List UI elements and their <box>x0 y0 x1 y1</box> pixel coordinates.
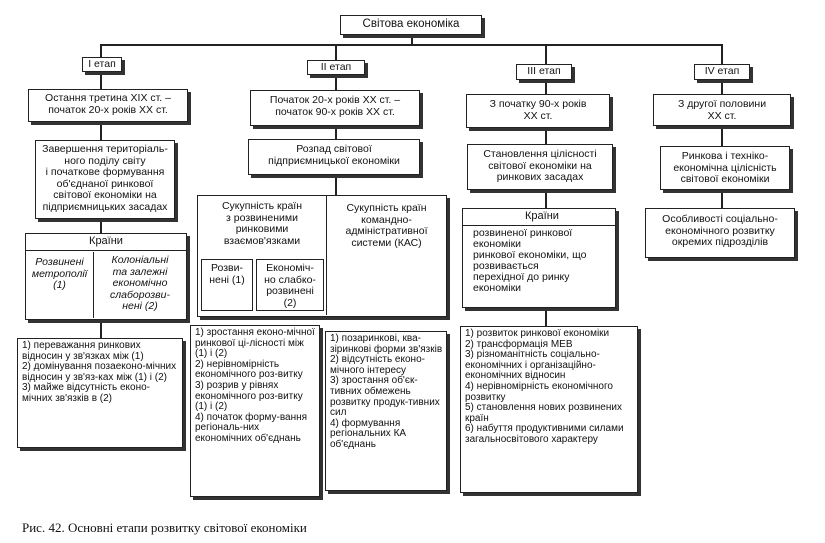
stage-2-groups-box <box>197 195 447 317</box>
stage-1-country-b-text: Колоніальні та залежні економічно слаборозви- нені (2) <box>109 254 171 312</box>
connector <box>545 80 547 94</box>
stage-3-feature: 2) трансформація МЕВ <box>465 338 573 350</box>
stage-4-feature: Особливості соціально- економічного розвитку окремих підрозділів <box>662 213 778 248</box>
stage-3-label: ІІІ етап <box>527 65 561 77</box>
stage-3-period-box <box>466 94 610 128</box>
stage-2-process-box <box>248 139 420 175</box>
stage-3-label-box <box>516 64 572 80</box>
stage-2-feature-b: 1) позаринкові, ква-зіринкові форми зв'язків <box>330 333 443 355</box>
connector <box>721 126 723 146</box>
stage-2-feature-b: 4) формування регіональних КА об'єднань <box>330 417 407 450</box>
connector <box>100 219 102 234</box>
stage-1-features-box <box>17 338 183 448</box>
connector <box>335 175 337 195</box>
connector <box>721 190 723 208</box>
stage-4-feature-box <box>645 208 795 258</box>
root-box <box>340 15 482 35</box>
stage-1-period: Остання третина ХІХ ст. – початок 20-х років ХХ ст. <box>45 92 171 116</box>
stage-3-feature: 5) становлення нових розвинених країн <box>465 402 622 424</box>
stage-1-feature: 2) домінування позаеконо-мічних відносин у зв'яз-ках між (1) і (2) <box>22 361 177 383</box>
connector <box>335 75 337 90</box>
stage-1-label: І етап <box>88 58 116 70</box>
connector <box>545 308 547 326</box>
stage-2-group-a-sub2-text: Економіч- но слабко- розвинені (2) <box>264 262 316 309</box>
connector <box>100 320 102 338</box>
stage-1-countries-box <box>25 233 187 320</box>
figure-caption: Рис. 42. Основні етапи розвитку світової економіки <box>22 520 307 535</box>
stage-2-group-a-sub1-text: Розви- нені (1) <box>209 262 245 286</box>
stage-2-feature-b: 2) відсутність еконо-мічного інтересу <box>330 354 425 376</box>
stage-1-country-b <box>95 252 185 318</box>
stage-3-features-box <box>460 326 638 493</box>
stage-1-process: Завершення територіаль- ного поділу світу і початкове формування об'єднаної ринкової світової економіки на підприємницьких засадах <box>42 143 168 213</box>
stage-4-process-box <box>660 146 790 190</box>
connector <box>335 126 337 139</box>
root-label: Світова економіка <box>362 18 460 30</box>
connector <box>545 44 547 64</box>
stage-2-feature-a: 1) зростання еконо-мічної ринкової ці-лісності між (1) і (2) <box>195 327 315 360</box>
stage-1-country-a <box>26 252 94 318</box>
stage-2-group-a <box>198 196 327 315</box>
stage-1-feature: 3) майже відсутність еконо-мічних зв'язків в (2) <box>22 382 151 404</box>
connector <box>545 128 547 144</box>
stage-1-label-box <box>82 57 122 72</box>
stage-2-feature-a: 2) нерівномірність економічного роз-витку <box>195 358 303 381</box>
connector <box>100 122 102 140</box>
connector <box>100 71 102 89</box>
stage-3-feature: 4) нерівномірність економічного розвитку <box>465 380 613 403</box>
stage-2-group-b-text: Сукупність країн командно- адміністративної системи (КАС) <box>345 202 428 249</box>
stage-2-process: Розпад світової підприємницької економіки <box>268 143 400 167</box>
stage-2-features-b-box <box>325 331 447 491</box>
stage-2-features-a-box <box>190 325 320 497</box>
stage-1-process-box <box>35 140 175 219</box>
stage-4-process: Ринкова і техніко- економічна цілісність світової економіки <box>673 150 777 185</box>
connector <box>335 44 337 60</box>
stage-2-feature-b: 3) зростання об'єк-тивних обмежень розвитку продук-тивних сил <box>330 375 440 419</box>
connector <box>721 44 723 64</box>
stage-2-group-b <box>328 196 445 315</box>
stage-4-label-box <box>694 64 750 80</box>
connector <box>100 44 102 58</box>
stage-4-label: IV етап <box>704 65 740 77</box>
stage-3-process-box <box>467 144 613 190</box>
stage-1-countries-header: Країни <box>26 234 186 251</box>
stage-4-period-box <box>653 94 791 126</box>
stage-3-process: Становлення цілісності світової економіки на ринкових засадах <box>483 148 597 183</box>
connector <box>100 44 722 46</box>
stage-2-group-a-text: Сукупність країн з розвиненими ринковими взаємов'язками <box>221 200 303 247</box>
stage-2-feature-a: 4) початок форму-вання регіональ-них економічних об'єднань <box>195 411 308 444</box>
stage-2-feature-a: 3) розрив у рівнях економічного роз-витку (1) і (2) <box>195 379 303 413</box>
stage-1-feature: 1) переважання ринкових відносин у зв'язках між (1) <box>22 340 144 362</box>
stage-3-feature: 3) різноманітність соціально-економічних і організаційно-економічних відносин <box>465 349 600 382</box>
stage-2-group-a-sub2 <box>256 259 324 311</box>
stage-2-group-a-sub1 <box>201 259 253 311</box>
stage-3-countries-body: розвиненої ринкової економіки ринкової економіки, що розвивається перехідної до ринку економіки <box>473 226 587 294</box>
stage-2-period: Початок 20-х років ХХ ст. – початок 90-х років ХХ ст. <box>269 94 401 118</box>
stage-3-feature: 1) розвиток ринкової економіки <box>465 328 610 339</box>
stage-2-label: ІІ етап <box>320 61 352 73</box>
stage-3-countries-header: Країни <box>463 209 615 226</box>
connector <box>721 80 723 94</box>
stage-3-countries-box <box>462 208 616 308</box>
stage-3-feature: 6) набуття продуктивними силами загальносвітового характеру <box>465 423 624 445</box>
stage-3-period: З початку 90-х років ХХ ст. <box>489 98 587 122</box>
stage-1-country-a-text: Розвинені метрополії (1) <box>31 256 88 291</box>
stage-4-period: З другої половини ХХ ст. <box>677 98 767 122</box>
stage-2-period-box <box>250 90 420 126</box>
stage-1-period-box <box>28 89 188 122</box>
stage-2-label-box <box>307 60 365 75</box>
connector <box>545 190 547 208</box>
